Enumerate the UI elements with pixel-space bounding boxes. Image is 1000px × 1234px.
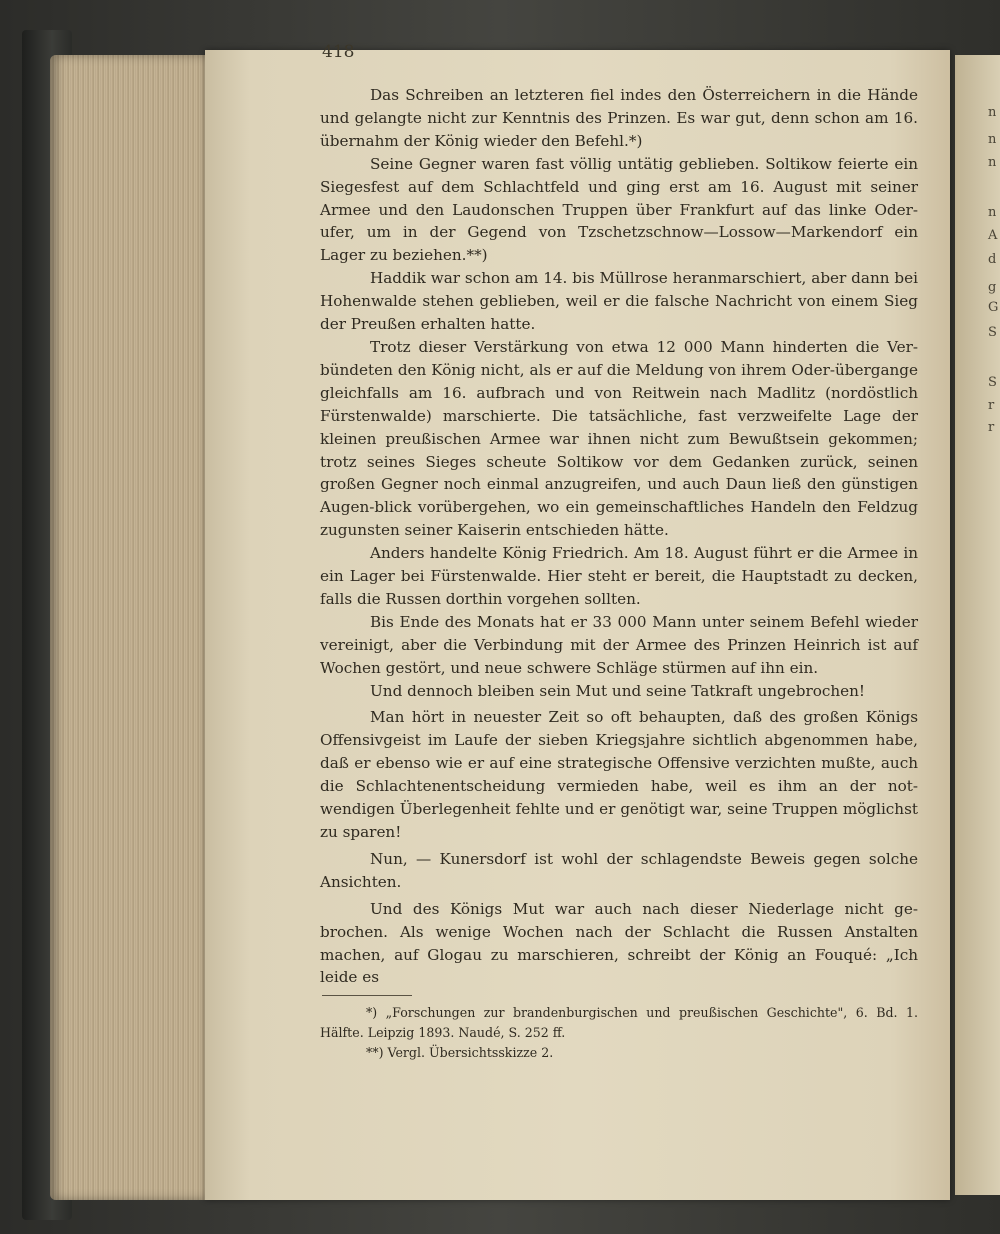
next-page-letter: n — [988, 155, 997, 170]
next-page-letter: A — [988, 228, 998, 243]
next-page-letter: g — [988, 280, 997, 295]
paragraph: Anders handelte König Friedrich. Am 18. August führt er die Armee in ein Lager bei Fürstenwalde. Hier steht er bereit, die Hauptstadt zu decken, falls die Russen dorthin vorgehen sollten. — [320, 544, 918, 608]
paragraph: Das Schreiben an letzteren fiel indes den Österreichern in die Hände und gelangte nicht zur Kenntnis des Prinzen. Es war gut, denn schon am 16. übernahm der König wieder den Befehl.*) — [320, 86, 918, 150]
footnote: **) Vergl. Übersichtsskizze 2. — [366, 1044, 554, 1060]
next-page-edge — [955, 55, 1000, 1195]
paragraph: Trotz dieser Verstärkung von etwa 12 000 Mann hinderten die Ver-bündeten den König nicht, als er auf die Meldung von ihrem Oder-übergange gleichfalls am 16. aufbrach und von Reitwein nach Madlitz (nordöstlich Fürstenwalde) marschierte. Die tatsächliche, fast verzweifelte Lage der kleinen preußischen Armee war ihnen nicht zum Bewußtsein gekommen; trotz seines Sieges scheute Soltikow vor dem Gedanken zurück, seinen großen Gegner noch einmal anzugreifen, und auch Daun ließ den günstigen Augen-blick vorübergehen, wo ein gemeinschaftliches Handeln den Feldzug zugunsten seiner Kaiserin entschieden hätte. — [320, 337, 918, 540]
next-page-letter: S — [988, 375, 997, 390]
paragraph: Und des Königs Mut war auch nach dieser Niederlage nicht ge-brochen. Als wenige Wochen nach der Schlacht die Russen Anstalten machen, auf Glogau zu marschieren, schreibt der König an Fouqué: „Ich leide es — [320, 899, 918, 987]
footnote-divider — [322, 995, 412, 996]
next-page-letter: r — [988, 398, 995, 413]
body-text — [320, 84, 918, 989]
next-page-letter: n — [988, 105, 997, 120]
footnote: *) „Forschungen zur brandenburgischen und preußischen Geschichte", 6. Bd. 1. Hälfte. Leipzig 1893. Naudé, S. 252 ff. — [320, 1005, 918, 1040]
paragraph: Man hört in neuester Zeit so oft behaupten, daß des großen Königs Offensivgeist im Laufe der sieben Kriegsjahre sichtlich abgenommen habe, daß er ebenso wie er auf eine strategische Offensive verzichten mußte, auch die Schlachtenentscheidung vermieden habe, weil es ihm an der not-wendigen Überlegenheit fehlte und er genötigt war, seine Truppen möglichst zu sparen! — [320, 708, 918, 841]
paragraph: Und dennoch bleiben sein Mut und seine Tatkraft ungebrochen! — [370, 681, 866, 700]
paragraph: Haddik war schon am 14. bis Müllrose heranmarschiert, aber dann bei Hohenwalde stehen geblieben, weil er die falsche Nachricht von einem Sieg der Preußen erhalten hatte. — [320, 269, 918, 334]
next-page-letter: d — [988, 252, 997, 267]
footnotes — [320, 1003, 918, 1062]
book-page-edges — [50, 55, 210, 1200]
paragraph: Seine Gegner waren fast völlig untätig geblieben. Soltikow feierte ein Siegesfest auf dem Schlachtfeld und ging erst am 16. August mit seiner Armee und den Laudonschen Truppen über Frankfurt auf das linke Oder-ufer, um in der Gegend von Tzschetzschnow—Lossow—Markendorf ein Lager zu beziehen.**) — [320, 154, 918, 265]
next-page-letter: S — [988, 325, 997, 340]
paragraph: Bis Ende des Monats hat er 33 000 Mann unter seinem Befehl wieder vereinigt, aber die Verbindung mit der Armee des Prinzen Heinrich ist auf Wochen gestört, und neue schwere Schläge stürmen auf ihn ein. — [320, 612, 918, 677]
next-page-letter: r — [988, 420, 995, 435]
paragraph: Nun, — Kunersdorf ist wohl der schlagendste Beweis gegen solche Ansichten. — [320, 849, 918, 891]
next-page-letter: n — [988, 205, 997, 220]
next-page-letter: G — [988, 300, 999, 315]
next-page-letter: n — [988, 132, 997, 147]
page-number: 418 — [322, 42, 355, 62]
